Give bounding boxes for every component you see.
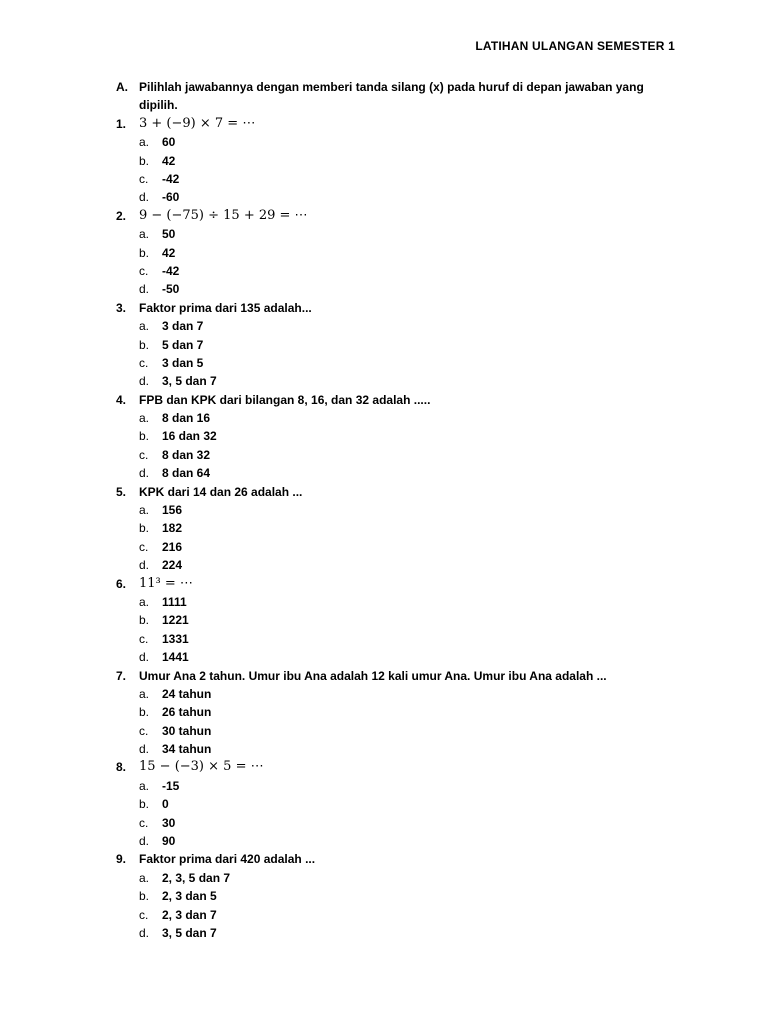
question-stem: 9 − (−75) ÷ 15 + 29 = ⋯ (139, 207, 308, 223)
option-value: 216 (162, 539, 183, 554)
answer-option[interactable] (116, 648, 682, 666)
option-value: 8 dan 64 (162, 466, 211, 481)
answer-option[interactable] (116, 317, 682, 335)
questions-container (116, 115, 682, 943)
question-stem: Faktor prima dari 135 adalah... (139, 300, 312, 315)
option-value: -60 (162, 190, 180, 205)
option-value: 2, 3 dan 7 (162, 907, 217, 922)
answer-option[interactable] (116, 519, 682, 537)
option-letter: a. (139, 870, 150, 885)
answer-option[interactable] (116, 538, 682, 556)
answer-option[interactable] (116, 685, 682, 703)
question-number: 7. (116, 668, 127, 683)
option-value: 24 tahun (162, 686, 212, 701)
option-value: 1331 (162, 631, 189, 646)
option-letter: b. (139, 889, 150, 904)
option-value: 224 (162, 558, 183, 573)
option-value: 3 dan 5 (162, 355, 204, 370)
option-value: -42 (162, 171, 180, 186)
question-number: 5. (116, 484, 127, 499)
question-2 (116, 207, 682, 225)
question-stem: Faktor prima dari 420 adalah ... (139, 852, 316, 867)
option-letter: b. (139, 521, 150, 536)
option-letter: d. (139, 282, 150, 297)
answer-option[interactable] (116, 409, 682, 427)
option-value: -42 (162, 263, 180, 278)
option-letter: a. (139, 778, 150, 793)
option-letter: b. (139, 337, 150, 352)
option-value: -15 (162, 778, 180, 793)
answer-option[interactable] (116, 427, 682, 445)
option-letter: d. (139, 834, 150, 849)
option-letter: c. (139, 907, 149, 922)
option-letter: c. (139, 263, 149, 278)
option-letter: b. (139, 245, 150, 260)
question-8 (116, 758, 682, 776)
option-value: 90 (162, 834, 176, 849)
answer-option[interactable] (116, 188, 682, 206)
option-letter: a. (139, 319, 150, 334)
answer-option[interactable] (116, 354, 682, 372)
option-value: 30 (162, 815, 176, 830)
option-letter: a. (139, 503, 150, 518)
answer-option[interactable] (116, 133, 682, 151)
option-value: 8 dan 32 (162, 447, 211, 462)
question-number: 8. (116, 760, 127, 775)
answer-option[interactable] (116, 887, 682, 905)
option-value: 182 (162, 521, 183, 536)
answer-option[interactable] (116, 722, 682, 740)
option-letter: d. (139, 558, 150, 573)
answer-option[interactable] (116, 464, 682, 482)
answer-option[interactable] (116, 152, 682, 170)
option-letter: c. (139, 355, 149, 370)
option-letter: a. (139, 135, 150, 150)
question-list (116, 78, 682, 942)
answer-option[interactable] (116, 832, 682, 850)
option-letter: a. (139, 227, 150, 242)
option-value: 2, 3, 5 dan 7 (162, 870, 231, 885)
option-letter: b. (139, 797, 150, 812)
answer-option[interactable] (116, 446, 682, 464)
option-value: 50 (162, 227, 176, 242)
option-value: 3 dan 7 (162, 319, 204, 334)
section-instruction (116, 78, 682, 115)
answer-option[interactable] (116, 262, 682, 280)
option-letter: b. (139, 429, 150, 444)
answer-option[interactable] (116, 630, 682, 648)
page-header: LATIHAN ULANGAN SEMESTER 1 (475, 39, 675, 53)
answer-option[interactable] (116, 593, 682, 611)
answer-option[interactable] (116, 906, 682, 924)
answer-option[interactable] (116, 170, 682, 188)
instruction-text: Pilihlah jawabannya dengan memberi tanda silang (x) pada huruf di depan jawaban yang dipilih. (139, 80, 644, 113)
option-value: 30 tahun (162, 723, 212, 738)
option-letter: b. (139, 613, 150, 628)
option-value: 2, 3 dan 5 (162, 889, 217, 904)
question-stem: 15 − (−3) × 5 = ⋯ (139, 759, 264, 775)
question-stem: 3 + (−9) × 7 = ⋯ (139, 115, 256, 131)
question-number: 9. (116, 852, 127, 867)
question-stem: KPK dari 14 dan 26 adalah ... (139, 484, 303, 499)
option-letter: c. (139, 171, 149, 186)
answer-option[interactable] (116, 280, 682, 298)
option-value: 34 tahun (162, 742, 212, 757)
section-label: A. (116, 80, 128, 94)
option-letter: c. (139, 723, 149, 738)
question-3 (116, 299, 682, 317)
option-letter: d. (139, 374, 150, 389)
answer-option[interactable] (116, 814, 682, 832)
answer-option[interactable] (116, 501, 682, 519)
option-letter: b. (139, 153, 150, 168)
option-value: 0 (162, 797, 169, 812)
option-value: -50 (162, 282, 180, 297)
question-5 (116, 483, 682, 501)
option-letter: b. (139, 705, 150, 720)
option-letter: c. (139, 447, 149, 462)
option-letter: d. (139, 742, 150, 757)
answer-option[interactable] (116, 869, 682, 887)
question-number: 2. (116, 208, 127, 223)
option-value: 60 (162, 135, 176, 150)
option-letter: d. (139, 190, 150, 205)
option-letter: d. (139, 650, 150, 665)
option-value: 1441 (162, 650, 189, 665)
option-value: 1111 (162, 594, 187, 609)
option-value: 42 (162, 153, 176, 168)
answer-option[interactable] (116, 703, 682, 721)
question-7 (116, 667, 682, 685)
option-letter: a. (139, 686, 150, 701)
answer-option[interactable] (116, 611, 682, 629)
answer-option[interactable] (116, 372, 682, 390)
option-letter: c. (139, 631, 149, 646)
option-value: 5 dan 7 (162, 337, 204, 352)
answer-option[interactable] (116, 777, 682, 795)
answer-option[interactable] (116, 244, 682, 262)
question-stem: FPB dan KPK dari bilangan 8, 16, dan 32 adalah ..... (139, 392, 431, 407)
answer-option[interactable] (116, 924, 682, 942)
option-letter: c. (139, 815, 149, 830)
answer-option[interactable] (116, 740, 682, 758)
question-9 (116, 850, 682, 868)
option-letter: c. (139, 539, 149, 554)
question-number: 4. (116, 392, 127, 407)
option-value: 3, 5 dan 7 (162, 374, 217, 389)
question-6 (116, 575, 682, 593)
question-1 (116, 115, 682, 133)
option-value: 16 dan 32 (162, 429, 217, 444)
question-stem: 11³ = ⋯ (139, 575, 193, 591)
option-letter: a. (139, 411, 150, 426)
option-letter: a. (139, 594, 150, 609)
answer-option[interactable] (116, 795, 682, 813)
answer-option[interactable] (116, 225, 682, 243)
option-value: 3, 5 dan 7 (162, 926, 217, 940)
answer-option[interactable] (116, 556, 682, 574)
option-letter: d. (139, 926, 150, 940)
option-value: 42 (162, 245, 176, 260)
option-value: 26 tahun (162, 705, 212, 720)
option-value: 8 dan 16 (162, 411, 211, 426)
option-value: 156 (162, 503, 183, 518)
answer-option[interactable] (116, 336, 682, 354)
question-number: 6. (116, 576, 127, 591)
question-number: 1. (116, 116, 127, 131)
question-number: 3. (116, 300, 127, 315)
option-value: 1221 (162, 613, 189, 628)
question-stem: Umur Ana 2 tahun. Umur ibu Ana adalah 12 kali umur Ana. Umur ibu Ana adalah ... (139, 668, 607, 683)
option-letter: d. (139, 466, 150, 481)
question-4 (116, 391, 682, 409)
